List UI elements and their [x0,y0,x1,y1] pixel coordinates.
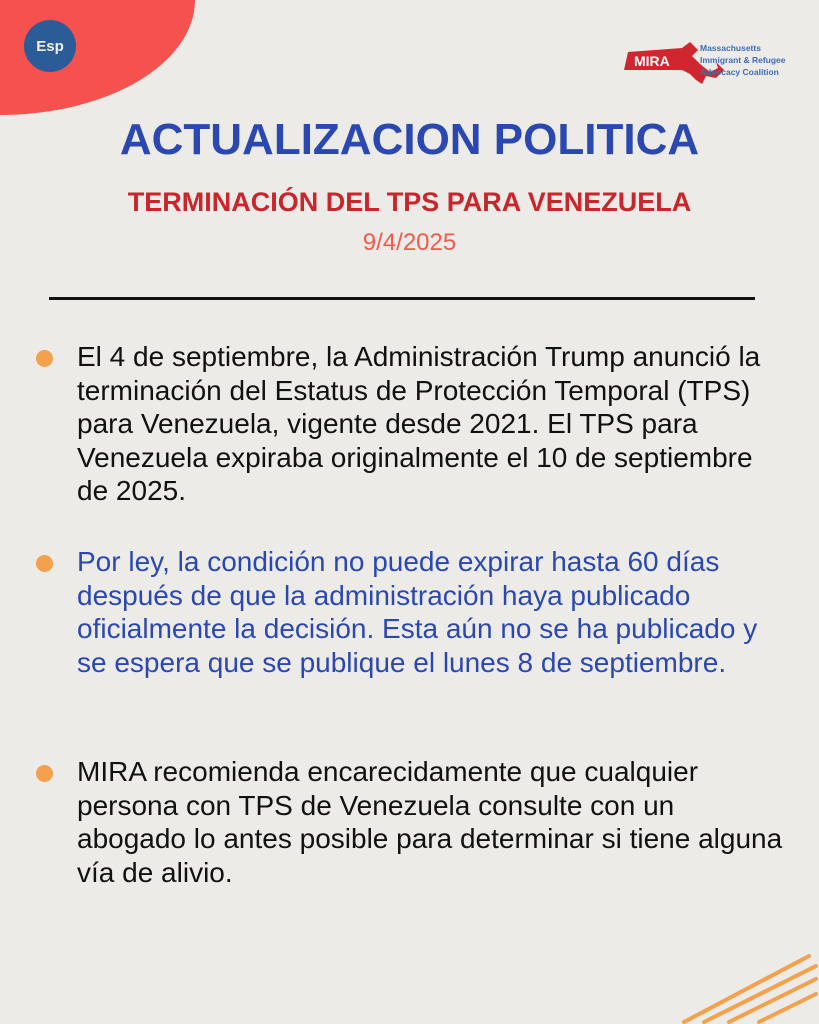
org-line: Advocacy Coalition [700,67,779,77]
bullet-text: El 4 de septiembre, la Administración Trump anunció la terminación del Estatus de Protección Temporal (TPS) para Venezuela, vigente desde 2021. El TPS para Venezuela expiraba originalmente el 10 de septiembre de 2025. [77,341,761,506]
list-item [36,755,786,889]
language-badge[interactable]: Esp [24,20,76,72]
date: 9/4/2025 [362,229,457,256]
org-line: Immigrant & Refugee [700,55,786,65]
divider [49,297,755,300]
page-title: ACTUALIZACION POLITICA [119,115,700,164]
logo-mark: MIRA [634,53,670,69]
bullet-dot-icon [36,765,53,782]
bullet-text: Por ley, la condición no puede expirar hasta 60 días después de que la administración haya publicado oficialmente la decisión. Esta aún no se ha publicado y se espera que se publique el lunes 8 de septiembre. [77,546,758,678]
list-item [36,340,786,508]
bullet-dot-icon [36,555,53,572]
page-subtitle: TERMINACIÓN DEL TPS PARA VENEZUELA [127,187,692,217]
list-item [36,545,786,679]
org-name [700,42,786,78]
bullet-dot-icon [36,350,53,367]
bullet-text: MIRA recomienda encarecidamente que cualquier persona con TPS de Venezuela consulte con un abogado lo antes posible para determinar si tiene alguna vía de alivio. [77,756,783,888]
mira-logo [620,40,810,90]
org-line: Massachusetts [700,43,761,53]
brush-stroke-decoration [679,954,819,1024]
